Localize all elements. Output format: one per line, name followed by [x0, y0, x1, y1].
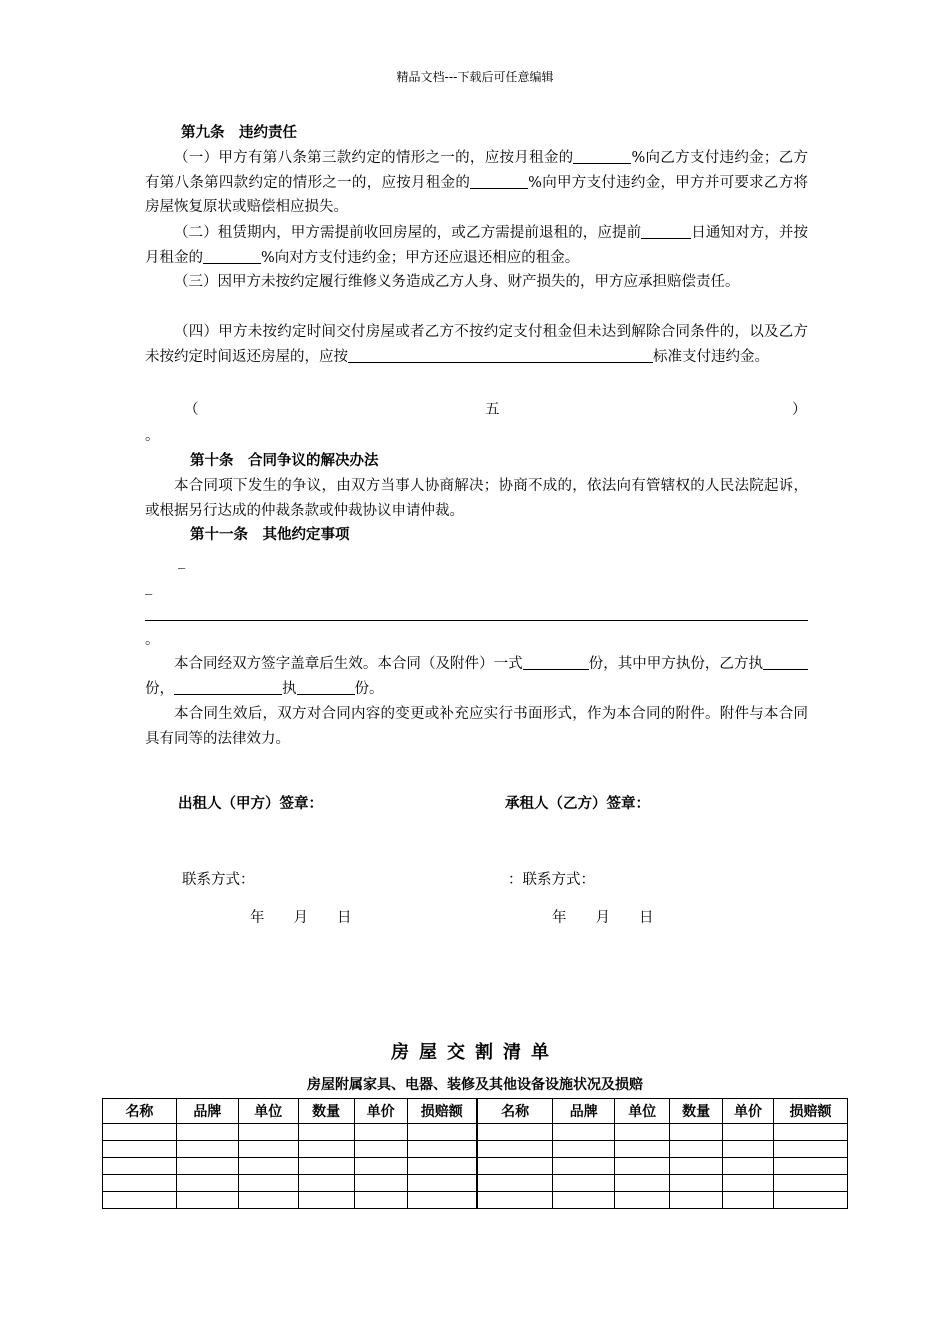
table-cell[interactable] [615, 1158, 670, 1175]
column-header: 损赔额 [774, 1099, 848, 1124]
blank-field[interactable] [573, 149, 631, 165]
blank-line-rule [145, 620, 808, 621]
table-cell[interactable] [238, 1124, 298, 1141]
table-cell[interactable] [103, 1124, 177, 1141]
table-cell[interactable] [670, 1175, 723, 1192]
article-9-para-5-number: 五 [485, 402, 500, 418]
article-9-para-3: （三）因甲方未按约定履行维修义务造成乙方人身、财产损失的，甲方应承担赔偿责任。 [174, 274, 740, 290]
page-header: 精品文档---下载后可任意编辑 [396, 70, 554, 84]
table-cell[interactable] [774, 1141, 848, 1158]
table-row [103, 1192, 848, 1209]
closing-para-1: 本合同经双方签字盖章后生效。本合同（及附件）一式 份，其中甲方执份，乙方执份， 执 份。 [145, 652, 808, 701]
table-cell[interactable] [103, 1175, 177, 1192]
table-cell[interactable] [553, 1192, 615, 1209]
closing-para-2: 本合同生效后，双方对合同内容的变更或补充应实行书面形式，作为本合同的附件。附件与本合同具有同等的法律效力。 [145, 706, 808, 747]
table-cell[interactable] [615, 1124, 670, 1141]
table-cell[interactable] [238, 1192, 298, 1209]
table-cell[interactable] [774, 1158, 848, 1175]
blank-field[interactable] [470, 173, 528, 189]
lessor-signature-label: 出租人（甲方）签章： [178, 795, 323, 812]
checklist-table [102, 1098, 848, 1209]
table-cell[interactable] [238, 1175, 298, 1192]
blank-field[interactable] [348, 347, 653, 363]
table-cell[interactable] [477, 1192, 553, 1209]
lessee-date: 年 月 日 [552, 910, 654, 926]
lessee-contact-label: ：联系方式： [508, 872, 595, 888]
article-9-para-1: （一）甲方有第八条第三款约定的情形之一的，应按月租金的 %向乙方支付违约金；乙方有第八条第四款约定的情形之一的，应按月租金的 %向甲方支付违约金，甲方并可要求乙方将房屋恢复原状或赔偿相应损失。 [145, 150, 808, 216]
article-9-para-2: （二）租赁期内，甲方需提前收回房屋的，或乙方需提前退租的，应提前 日通知对方，并按月租金的 %向对方支付违约金；甲方还应退还相应的租金。 [145, 225, 809, 266]
blank-field[interactable] [174, 679, 282, 695]
column-header: 数量 [670, 1099, 723, 1124]
table-cell[interactable] [407, 1192, 477, 1209]
table-cell[interactable] [103, 1141, 177, 1158]
table-cell[interactable] [615, 1141, 670, 1158]
blank-line-2[interactable]: _ [145, 579, 153, 595]
lessor-date: 年 月 日 [250, 910, 352, 926]
column-header: 损赔额 [407, 1099, 477, 1124]
article-11-title: 第十一条 其他约定事项 [190, 526, 350, 543]
article-11-end: 。 [145, 632, 160, 648]
table-cell[interactable] [615, 1175, 670, 1192]
table-cell[interactable] [238, 1158, 298, 1175]
table-header-row [103, 1099, 848, 1124]
blank-field[interactable] [763, 655, 808, 671]
table-cell[interactable] [723, 1124, 774, 1141]
article-9-para-5-end: 。 [145, 428, 160, 444]
table-cell[interactable] [354, 1192, 407, 1209]
table-row [103, 1158, 848, 1175]
table-cell[interactable] [298, 1158, 354, 1175]
article-10-title: 第十条 合同争议的解决办法 [190, 452, 379, 469]
table-cell[interactable] [354, 1158, 407, 1175]
table-cell[interactable] [354, 1175, 407, 1192]
column-header: 名称 [103, 1099, 177, 1124]
table-cell[interactable] [774, 1175, 848, 1192]
table-cell[interactable] [176, 1158, 238, 1175]
column-header: 单位 [238, 1099, 298, 1124]
column-header: 单价 [354, 1099, 407, 1124]
table-cell[interactable] [298, 1141, 354, 1158]
table-row [103, 1124, 848, 1141]
table-cell[interactable] [477, 1124, 553, 1141]
blank-field[interactable] [297, 679, 355, 695]
column-header: 数量 [298, 1099, 354, 1124]
table-cell[interactable] [670, 1192, 723, 1209]
table-cell[interactable] [103, 1158, 177, 1175]
table-cell[interactable] [298, 1192, 354, 1209]
table-cell[interactable] [298, 1124, 354, 1141]
article-9-para-4: （四）甲方未按约定时间交付房屋或者乙方不按约定支付租金但未达到解除合同条件的，以及乙方未按约定时间返还房屋的，应按 标准支付违约金。 [145, 324, 808, 365]
blank-field[interactable] [203, 248, 261, 264]
checklist-subtitle: 房屋附属家具、电器、装修及其他设备设施状况及损赔 [307, 1077, 643, 1093]
table-cell[interactable] [407, 1141, 477, 1158]
table-cell[interactable] [176, 1124, 238, 1141]
table-row [103, 1175, 848, 1192]
checklist-title: 房屋交割清单 [391, 1042, 559, 1063]
table-cell[interactable] [477, 1141, 553, 1158]
table-cell[interactable] [354, 1124, 407, 1141]
table-cell[interactable] [176, 1192, 238, 1209]
column-header: 品牌 [176, 1099, 238, 1124]
column-header: 单位 [615, 1099, 670, 1124]
table-cell[interactable] [670, 1124, 723, 1141]
table-cell[interactable] [723, 1141, 774, 1158]
table-row [103, 1141, 848, 1158]
lessee-signature-label: 承租人（乙方）签章： [505, 795, 650, 812]
blank-line-1[interactable]: _ [178, 553, 186, 569]
article-10-body: 本合同项下发生的争议，由双方当事人协商解决；协商不成的，依法向有管辖权的人民法院起诉，或根据另行达成的仲裁条款或仲裁协议申请仲裁。 [145, 478, 808, 519]
article-9-para-5-close: ） [792, 402, 807, 418]
table-cell[interactable] [477, 1158, 553, 1175]
table-cell[interactable] [176, 1141, 238, 1158]
table-cell[interactable] [670, 1141, 723, 1158]
table-cell[interactable] [354, 1141, 407, 1158]
blank-field[interactable] [523, 655, 589, 671]
table-cell[interactable] [553, 1124, 615, 1141]
blank-field[interactable] [641, 224, 691, 240]
lessor-contact-label: 联系方式： [182, 872, 255, 888]
column-header: 单价 [723, 1099, 774, 1124]
table-cell[interactable] [298, 1175, 354, 1192]
article-9-title: 第九条 违约责任 [181, 124, 297, 141]
table-cell[interactable] [176, 1175, 238, 1192]
table-cell[interactable] [407, 1124, 477, 1141]
table-cell[interactable] [407, 1175, 477, 1192]
column-header: 名称 [477, 1099, 553, 1124]
table-cell[interactable] [723, 1175, 774, 1192]
table-cell[interactable] [553, 1175, 615, 1192]
table-cell[interactable] [553, 1141, 615, 1158]
table-cell[interactable] [774, 1124, 848, 1141]
table-cell[interactable] [774, 1192, 848, 1209]
table-cell[interactable] [238, 1141, 298, 1158]
table-cell[interactable] [103, 1192, 177, 1209]
table-cell[interactable] [477, 1175, 553, 1192]
table-cell[interactable] [670, 1158, 723, 1175]
article-9-para-5-open: （ [184, 402, 199, 418]
table-cell[interactable] [723, 1158, 774, 1175]
table-cell[interactable] [723, 1192, 774, 1209]
column-header: 品牌 [553, 1099, 615, 1124]
table-cell[interactable] [407, 1158, 477, 1175]
table-cell[interactable] [615, 1192, 670, 1209]
table-cell[interactable] [553, 1158, 615, 1175]
